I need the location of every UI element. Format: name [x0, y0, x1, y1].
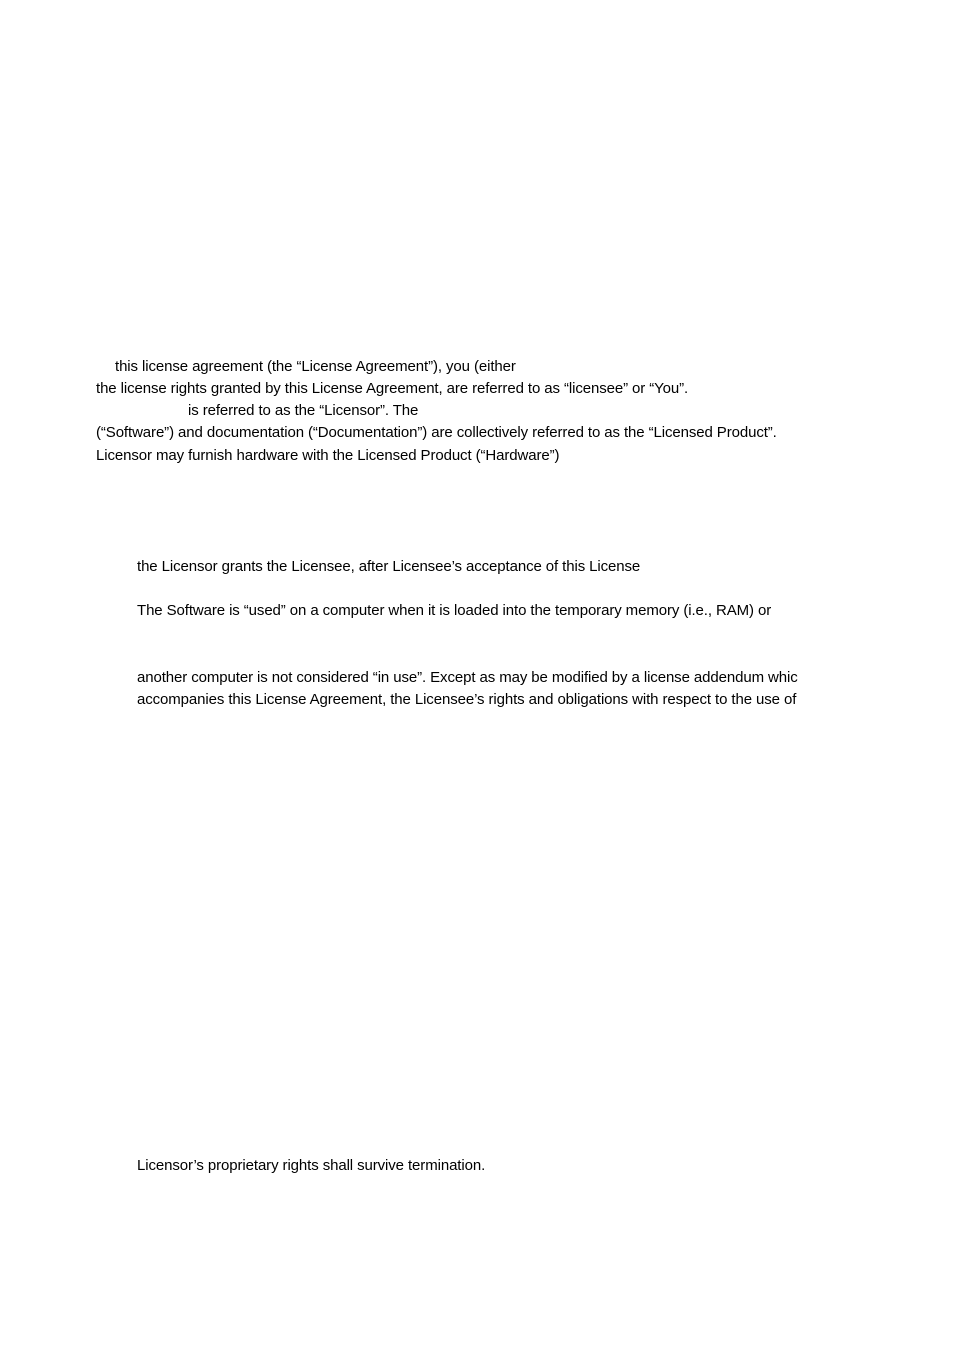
grant-text-line: another computer is not considered “in use”. Except as may be modified by a license addendum whic: [137, 669, 798, 686]
intro-text-line: the license rights granted by this License Agreement, are referred to as “licensee” or “You”.: [96, 380, 689, 397]
grant-text-line: accompanies this License Agreement, the Licensee’s rights and obligations with respect to the use of: [137, 691, 797, 708]
grant-text-line: The Software is “used” on a computer when it is loaded into the temporary memory (i.e., RAM) or: [137, 602, 772, 619]
termination-text-line: Licensor’s proprietary rights shall survive termination.: [137, 1157, 486, 1174]
grant-text-line: the Licensor grants the Licensee, after Licensee’s acceptance of this License: [137, 558, 641, 575]
intro-text-line: this license agreement (the “License Agreement”), you (either: [115, 358, 516, 375]
intro-text-line: Licensor may furnish hardware with the Licensed Product (“Hardware”): [96, 447, 560, 464]
intro-text-line: (“Software”) and documentation (“Documentation”) are collectively referred to as the “Licensed Product”.: [96, 424, 777, 441]
intro-text-line: is referred to as the “Licensor”. The: [188, 402, 419, 419]
